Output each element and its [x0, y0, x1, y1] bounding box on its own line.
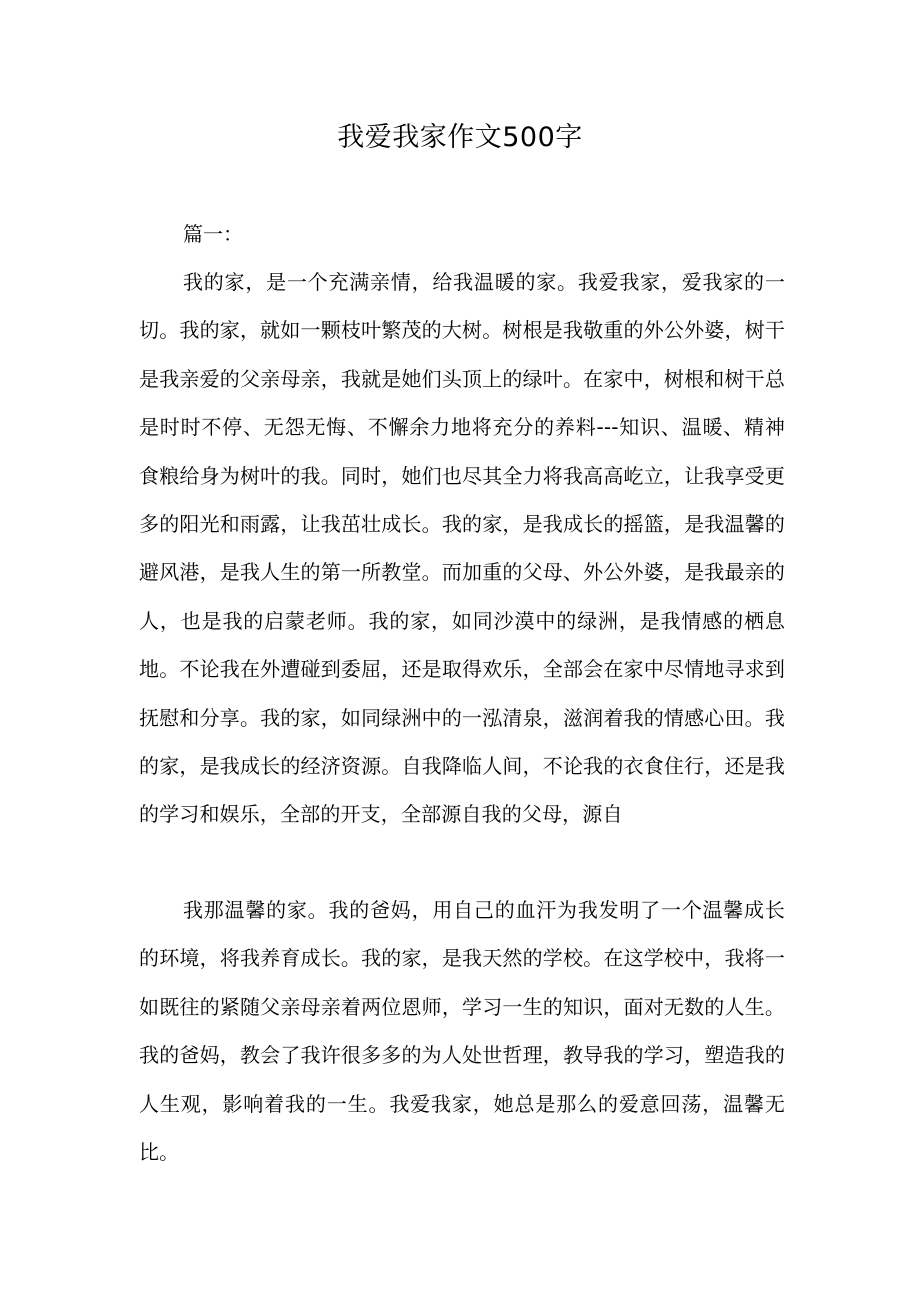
paragraph-2: 我那温馨的家。我的爸妈，用自己的血汗为我发明了一个温馨成长的环境，将我养育成长。我的家，是我天然的学校。在这学校中，我将一如既往的紧随父亲母亲着两位恩师，学习一生的知识，面对无数的人生。我的爸妈，教会了我许很多多的为人处世哲理，教导我的学习，塑造我的人生观，影响着我的一生。我爱我家，她总是那么的爱意回荡，温馨无比。	[139, 898, 785, 1165]
paragraph-1: 我的家，是一个充满亲情，给我温暖的家。我爱我家，爱我家的一切。我的家，就如一颗枝叶繁茂的大树。树根是我敬重的外公外婆，树干是我亲爱的父亲母亲，我就是她们头顶上的绿叶。在家中，树根和树干总是时时不停、无怨无悔、不懈余力地将充分的养料---知识、温暖、精神食粮给身为树叶的我。同时，她们也尽其全力将我高高屹立，让我享受更多的阳光和雨露，让我茁壮成长。我的家，是我成长的摇篮，是我温馨的避风港，是我人生的第一所教堂。而加重的父母、外公外婆，是我最亲的人，也是我的启蒙老师。我的家，如同沙漠中的绿洲，是我情感的栖息地。不论我在外遭碰到委屈，还是取得欢乐，全部会在家中尽情地寻求到抚慰和分享。我的家，如同绿洲中的一泓清泉，滋润着我的情感心田。我的家，是我成长的经济资源。自我降临人间，不论我的衣食住行，还是我的学习和娱乐，全部的开支，全部源自我的父母，源自	[139, 270, 785, 827]
section-label: 篇一：	[183, 222, 243, 246]
document-title: 我爱我家作文500字	[337, 122, 583, 153]
